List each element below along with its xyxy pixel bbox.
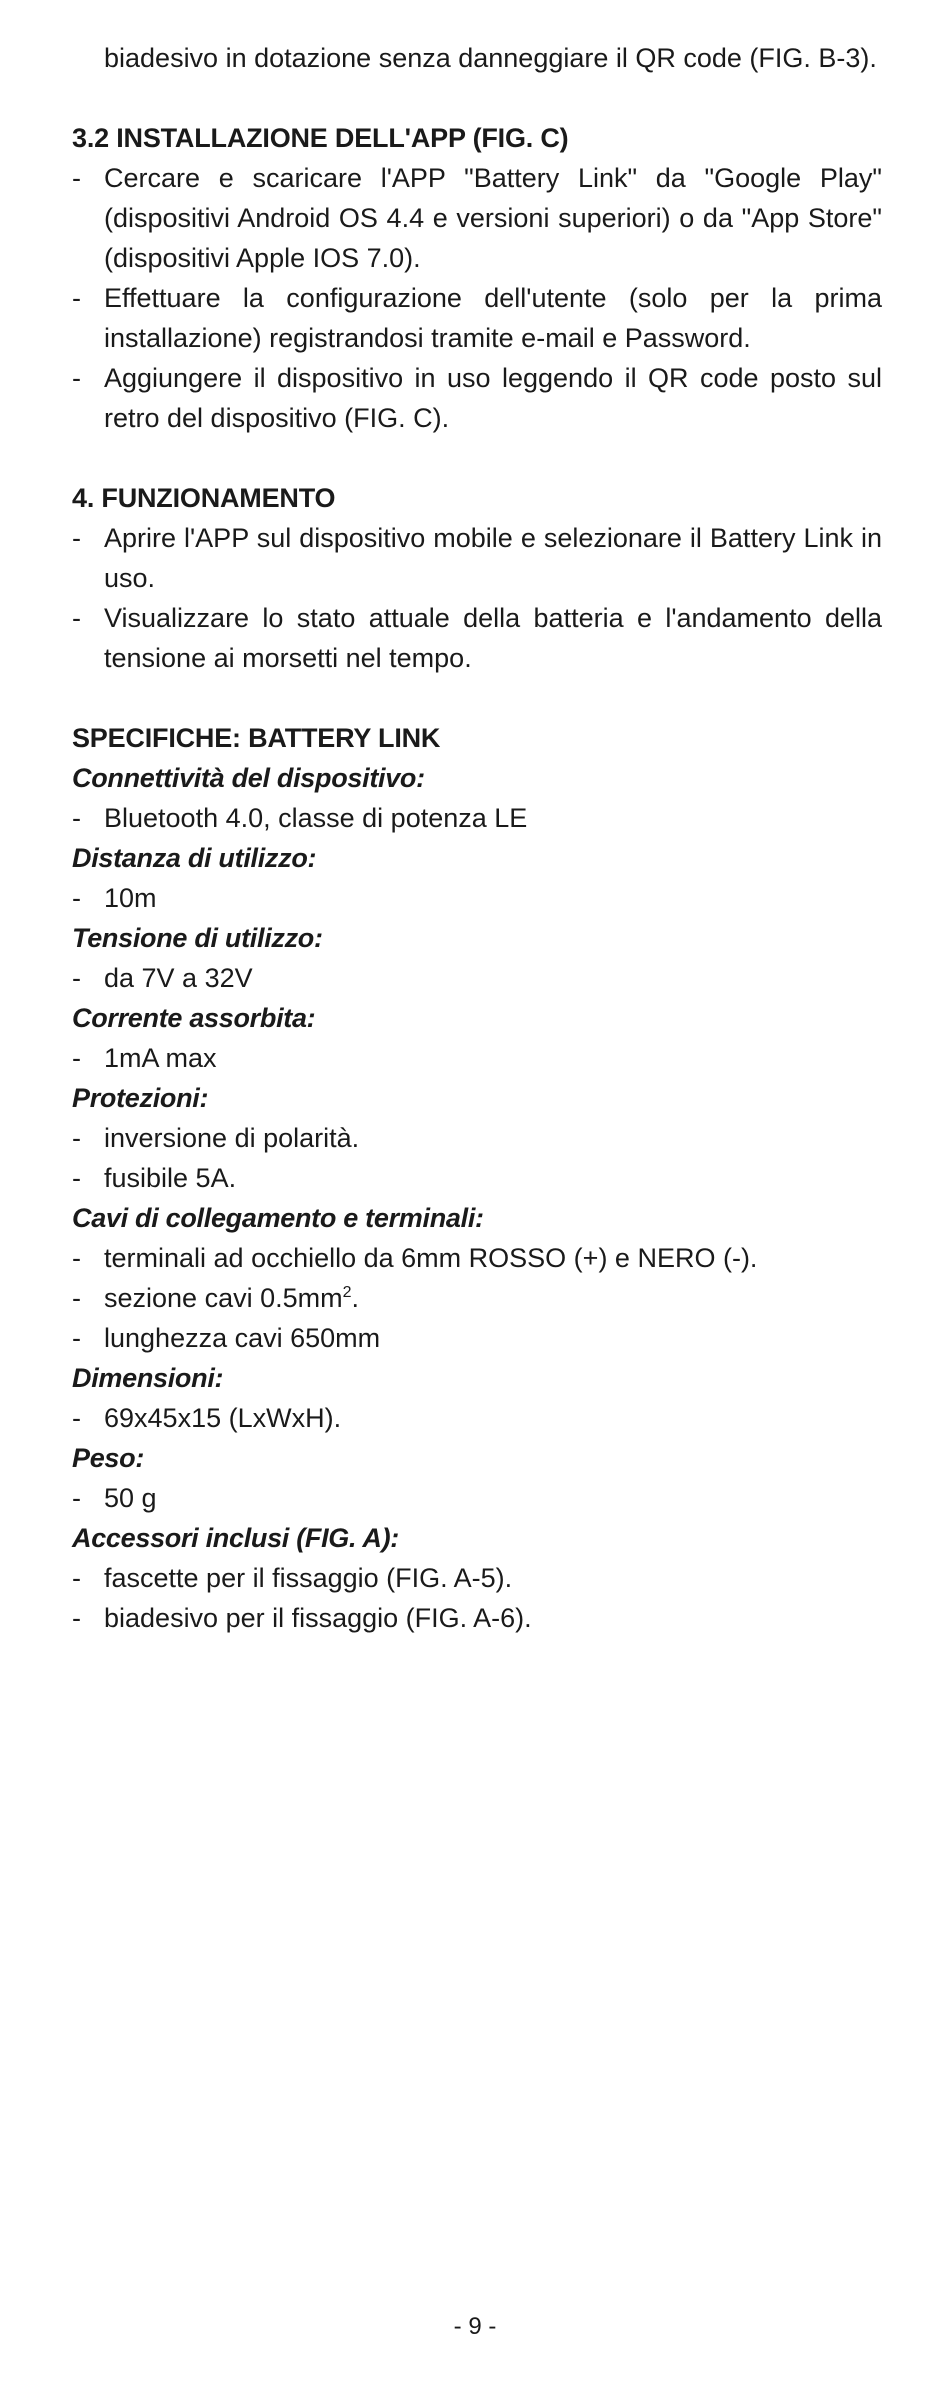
- spec-label-current: Corrente assorbita:: [72, 1003, 316, 1033]
- spec-label-cables: Cavi di collegamento e terminali:: [72, 1203, 484, 1233]
- list-item: - inversione di polarità.: [72, 1123, 360, 1153]
- section-title-operation: 4. FUNZIONAMENTO: [72, 483, 336, 513]
- section-title-specifications: SPECIFICHE: BATTERY LINK: [72, 723, 441, 753]
- spec-list-range: [72, 878, 882, 918]
- spec-label-range: Distanza di utilizzo:: [72, 843, 317, 873]
- list-item: - Bluetooth 4.0, classe di potenza LE: [72, 803, 528, 833]
- list-item: - fusibile 5A.: [72, 1163, 237, 1193]
- spec-list-protections: [72, 1118, 882, 1198]
- list-item: - Aprire l'APP sul dispositivo mobile e selezionare il Battery Link in uso.: [72, 523, 882, 593]
- list-item: - 50 g: [72, 1483, 157, 1513]
- section-app-installation: [72, 118, 882, 438]
- spec-list-connectivity: [72, 798, 882, 838]
- page-number: - 9 -: [453, 2313, 497, 2340]
- list-item: - da 7V a 32V: [72, 963, 253, 993]
- list-item: - biadesivo per il fissaggio (FIG. A-6).: [72, 1603, 532, 1633]
- list-item: - Aggiungere il dispositivo in uso leggendo il QR code posto sul retro del dispositivo (FIG. C).: [72, 363, 882, 433]
- list-item: - 69x45x15 (LxWxH).: [72, 1403, 342, 1433]
- spec-list-dimensions: [72, 1398, 882, 1438]
- spec-list-current: [72, 1038, 882, 1078]
- list-item: - 1mA max: [72, 1043, 217, 1073]
- list-item: - 10m: [72, 883, 157, 913]
- spec-label-voltage: Tensione di utilizzo:: [72, 923, 323, 953]
- spec-label-connectivity: Connettività del dispositivo:: [72, 763, 425, 793]
- section-title-app-installation: 3.2 INSTALLAZIONE DELL'APP (FIG. C): [72, 123, 569, 153]
- manual-page: [72, 38, 882, 1638]
- list-item: - Visualizzare lo stato attuale della batteria e l'andamento della tensione ai morsetti nel tempo.: [72, 603, 882, 673]
- spec-list-voltage: [72, 958, 882, 998]
- list-item: - sezione cavi $0.5mm^2$.: [72, 1283, 360, 1313]
- operation-list: [72, 518, 882, 678]
- section-specifications: [72, 718, 882, 1638]
- section-operation: [72, 478, 882, 678]
- spec-label-weight: Peso:: [72, 1443, 145, 1473]
- list-item: - terminali ad occhiello da 6mm ROSSO (+) e NERO (-).: [72, 1243, 758, 1273]
- spec-list-accessories: [72, 1558, 882, 1638]
- list-item: - Cercare e scaricare l'APP "Battery Link" da "Google Play" (dispositivi Android OS 4.4 e versioni superiori) o da "App Store" (dispositivi Apple IOS 7.0).: [72, 163, 882, 273]
- intro-continuation: biadesivo in dotazione senza danneggiare il QR code (FIG. B-3).: [104, 43, 877, 73]
- list-item: - fascette per il fissaggio (FIG. A-5).: [72, 1563, 513, 1593]
- list-item: - Effettuare la configurazione dell'utente (solo per la prima installazione) registrandosi tramite e-mail e Password.: [72, 283, 882, 353]
- spec-list-cables: [72, 1238, 882, 1358]
- spec-label-dimensions: Dimensioni:: [72, 1363, 224, 1393]
- app-installation-list: [72, 158, 882, 438]
- list-item: - lunghezza cavi 650mm: [72, 1323, 381, 1353]
- spec-list-weight: [72, 1478, 882, 1518]
- spec-label-protections: Protezioni:: [72, 1083, 209, 1113]
- spec-label-accessories: Accessori inclusi (FIG. A):: [72, 1523, 399, 1553]
